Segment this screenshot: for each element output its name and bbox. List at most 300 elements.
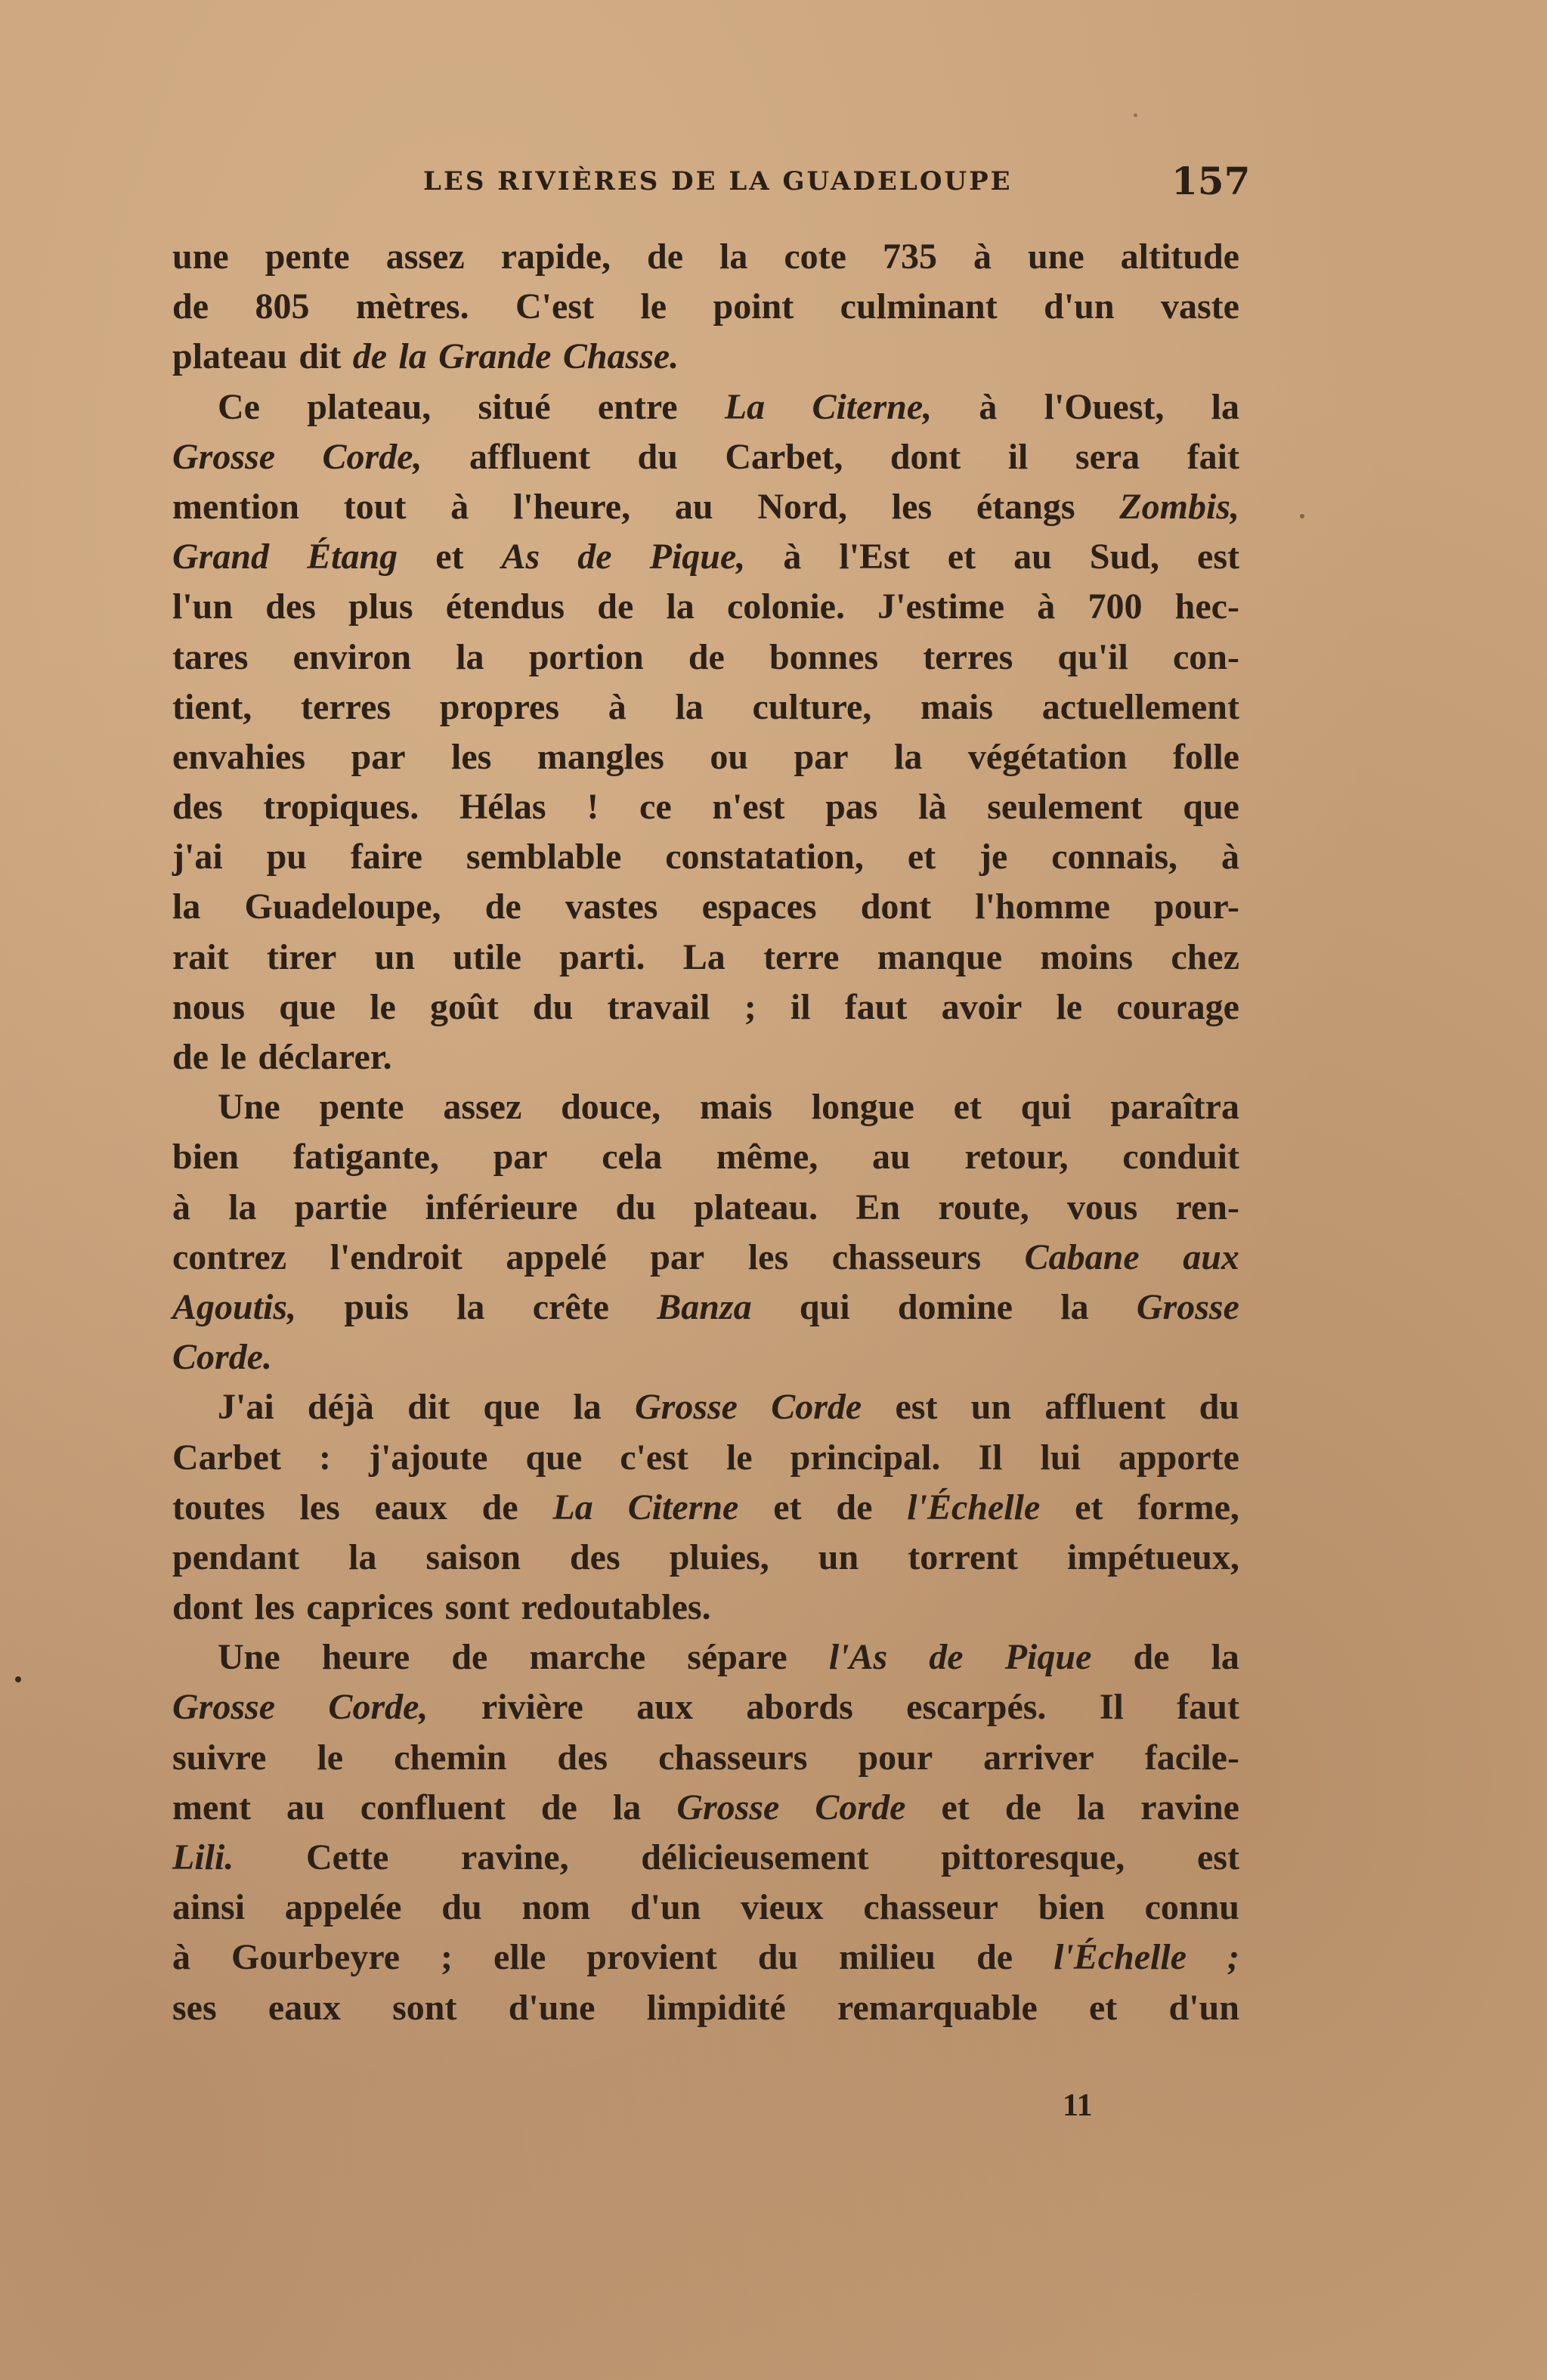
word: de xyxy=(1004,1787,1041,1828)
word: culminant xyxy=(840,286,998,327)
word: il xyxy=(790,986,811,1027)
word: con- xyxy=(1172,636,1239,677)
word: pendant xyxy=(172,1537,300,1577)
word: 700 xyxy=(1088,586,1143,627)
word: Lili. xyxy=(172,1837,234,1877)
word: suivre xyxy=(172,1737,267,1778)
word: l'un xyxy=(172,586,234,627)
word: Pique xyxy=(1004,1637,1092,1678)
word: rivière xyxy=(481,1687,583,1728)
word: principal. xyxy=(790,1437,941,1478)
text-line xyxy=(172,336,1239,385)
word: de xyxy=(172,1037,209,1077)
word: douce, xyxy=(561,1087,661,1128)
word: la xyxy=(1076,1787,1106,1828)
word: heure xyxy=(321,1637,410,1678)
word: chasseurs xyxy=(658,1737,808,1778)
word: là xyxy=(918,787,947,828)
word: escarpés. xyxy=(906,1687,1047,1728)
word: caprices xyxy=(306,1587,434,1628)
text-line xyxy=(172,986,1239,1036)
word: Hélas xyxy=(459,787,546,828)
word: de xyxy=(484,887,521,927)
word: plus xyxy=(348,586,413,627)
word: situé xyxy=(478,386,551,427)
word: route, xyxy=(938,1187,1029,1227)
word: le xyxy=(317,1737,344,1778)
word: est xyxy=(1197,537,1239,577)
word: chemin xyxy=(394,1737,507,1778)
word: est xyxy=(895,1387,938,1428)
word: à xyxy=(172,1937,190,1978)
word: des xyxy=(557,1737,608,1778)
word: à xyxy=(608,686,627,727)
word: et xyxy=(953,1087,982,1128)
word: longue xyxy=(811,1087,914,1128)
word: bien xyxy=(1038,1887,1105,1928)
word: Grande xyxy=(438,336,552,377)
word: assez xyxy=(385,237,465,277)
word: j'ajoute xyxy=(369,1437,488,1478)
word: crête xyxy=(532,1286,609,1327)
word: 735 xyxy=(882,237,937,277)
word: Corde xyxy=(815,1787,906,1828)
word: même, xyxy=(716,1137,818,1178)
word: environ xyxy=(292,636,412,677)
word: qu'il xyxy=(1057,636,1128,677)
word: nous xyxy=(172,986,246,1027)
word: de xyxy=(172,286,209,327)
word: En xyxy=(855,1187,901,1227)
word: Corde xyxy=(771,1387,862,1428)
word: moins xyxy=(1040,936,1134,977)
word: une xyxy=(1027,237,1084,277)
word: que xyxy=(525,1437,583,1478)
word: bien xyxy=(172,1137,240,1178)
word: ravine xyxy=(1140,1787,1239,1828)
word: faire xyxy=(350,837,422,877)
word: partie xyxy=(294,1187,388,1227)
text-line xyxy=(172,386,1239,436)
word: il xyxy=(1007,436,1029,477)
text-line xyxy=(172,1636,1239,1686)
word: colonie. xyxy=(726,586,845,627)
word: à xyxy=(1037,586,1056,627)
word: redoutables. xyxy=(521,1587,711,1628)
word: et xyxy=(435,537,464,577)
text-line xyxy=(172,486,1239,536)
word: une xyxy=(172,237,229,277)
text-line xyxy=(172,436,1239,486)
word: Zombis, xyxy=(1119,486,1239,527)
word: portion xyxy=(528,636,644,677)
word: toutes xyxy=(172,1487,265,1527)
word: au xyxy=(674,486,713,527)
word: J'ai xyxy=(218,1387,274,1428)
word: le xyxy=(370,986,396,1027)
word: tares xyxy=(172,636,249,677)
word: par xyxy=(351,736,406,777)
word: arriver xyxy=(983,1737,1094,1778)
word: Grand xyxy=(172,537,270,577)
word: que xyxy=(1183,787,1239,828)
word: le xyxy=(726,1437,753,1478)
word: contrez xyxy=(172,1236,287,1277)
word: Pique, xyxy=(649,537,746,577)
word: travail xyxy=(607,986,710,1027)
word: la xyxy=(1211,386,1239,427)
word: eaux xyxy=(268,1987,341,2028)
word: tient, xyxy=(172,686,252,727)
word: Chasse. xyxy=(562,336,679,377)
text-line xyxy=(172,1837,1239,1886)
text-line xyxy=(172,636,1239,686)
word: qui xyxy=(1020,1087,1072,1128)
word: Une xyxy=(218,1637,280,1678)
word: apporte xyxy=(1118,1437,1239,1478)
word: entre xyxy=(597,386,678,427)
word: confluent xyxy=(360,1787,506,1828)
word: des xyxy=(569,1537,620,1577)
word: saison xyxy=(425,1537,521,1577)
word: déjà xyxy=(307,1387,374,1428)
word: que xyxy=(279,986,336,1027)
word: tirer xyxy=(266,936,337,977)
word: le xyxy=(1056,986,1083,1027)
word: courage xyxy=(1116,986,1239,1027)
word: et xyxy=(1088,1987,1118,2028)
text-line xyxy=(172,1187,1239,1236)
word: Corde, xyxy=(322,436,422,477)
word: au xyxy=(871,1137,911,1178)
text-line xyxy=(172,836,1239,886)
word: semblable xyxy=(466,837,622,877)
word: pas xyxy=(825,787,878,828)
word: Citerne xyxy=(627,1487,739,1527)
word: c'est xyxy=(620,1437,688,1478)
word: Grosse xyxy=(172,1687,276,1728)
word: eaux xyxy=(374,1487,447,1527)
word: et xyxy=(947,537,976,577)
word: Cabane xyxy=(1024,1236,1140,1277)
text-line xyxy=(172,736,1239,786)
word: du xyxy=(441,1887,482,1928)
word: sépare xyxy=(687,1637,787,1678)
word: Sud, xyxy=(1089,537,1159,577)
word: au xyxy=(286,1787,325,1828)
word: la xyxy=(456,636,484,677)
word: ou xyxy=(710,736,749,777)
word: La xyxy=(552,1487,593,1527)
text-line xyxy=(172,1936,1239,1986)
word: espaces xyxy=(701,887,817,927)
word: As xyxy=(501,537,540,577)
word: mention xyxy=(172,486,299,527)
word: bonnes xyxy=(769,636,879,677)
word: de xyxy=(688,636,725,677)
word: Corde. xyxy=(172,1337,272,1378)
word: j'ai xyxy=(172,837,223,877)
word: conduit xyxy=(1122,1137,1239,1178)
word: un xyxy=(374,936,415,977)
word: assez xyxy=(443,1087,522,1128)
running-head: LES RIVIÈRES DE LA GUADELOUPE xyxy=(423,166,1013,197)
word: pour- xyxy=(1154,887,1239,927)
word: Il xyxy=(978,1437,1003,1478)
word: fait xyxy=(1187,436,1239,477)
word: chez xyxy=(1171,936,1239,977)
text-line xyxy=(172,1737,1239,1787)
text-line xyxy=(172,286,1239,336)
word: déclarer. xyxy=(258,1037,392,1077)
text-line xyxy=(172,586,1239,636)
word: de xyxy=(540,1787,577,1828)
word: actuellement xyxy=(1041,686,1239,727)
word: terre xyxy=(763,936,840,977)
word: au xyxy=(1013,537,1052,577)
word: Cette xyxy=(306,1837,389,1877)
word: tout xyxy=(343,486,407,527)
word: connais, xyxy=(1051,837,1177,877)
word: culture, xyxy=(752,686,872,727)
word: Grosse xyxy=(172,436,276,477)
paper-speck xyxy=(1134,113,1137,117)
word: d'un xyxy=(1044,286,1115,327)
word: torrent xyxy=(908,1537,1018,1577)
word: des xyxy=(172,787,223,828)
word: pour xyxy=(858,1737,933,1778)
word: rapide, xyxy=(500,237,611,277)
word: ce xyxy=(639,787,672,828)
word: Ce xyxy=(218,386,260,427)
text-line xyxy=(172,1437,1239,1487)
word: nom xyxy=(521,1887,591,1928)
page-number: 157 xyxy=(1171,159,1251,203)
text-line xyxy=(172,686,1239,736)
text-line xyxy=(172,536,1239,586)
word: altitude xyxy=(1120,237,1239,277)
word: envahies xyxy=(172,736,306,777)
word: propres xyxy=(439,686,560,727)
word: avoir xyxy=(941,986,1023,1027)
word: les xyxy=(299,1487,340,1527)
word: aux xyxy=(1183,1236,1239,1277)
word: elle xyxy=(493,1937,546,1978)
word: ren- xyxy=(1175,1187,1239,1227)
word: provient xyxy=(586,1937,717,1978)
word: des xyxy=(265,586,316,627)
word: mais xyxy=(699,1087,772,1128)
word: ! xyxy=(586,787,599,828)
word: pente xyxy=(265,237,350,277)
word: La xyxy=(682,936,726,977)
word: 805 xyxy=(255,286,310,327)
text-line xyxy=(172,1686,1239,1736)
word: fatigante, xyxy=(292,1137,439,1178)
word: du xyxy=(637,436,678,477)
word: point xyxy=(713,286,794,327)
word: mangles xyxy=(537,736,664,777)
word: Corde, xyxy=(328,1687,429,1728)
word: ment xyxy=(172,1787,251,1828)
word: du xyxy=(757,1937,799,1978)
word: vaste xyxy=(1160,286,1239,327)
word: la xyxy=(666,586,695,627)
text-line xyxy=(172,1336,1239,1386)
word: de xyxy=(481,1487,518,1527)
word: la xyxy=(456,1286,485,1327)
word: mais xyxy=(920,686,993,727)
text-line xyxy=(172,786,1239,836)
word: cote xyxy=(784,237,846,277)
word: appelé xyxy=(506,1236,607,1277)
word: plateau. xyxy=(694,1187,818,1227)
word: plateau xyxy=(172,336,288,377)
word: ravine, xyxy=(460,1837,569,1877)
word: paraîtra xyxy=(1110,1087,1239,1128)
word: ses xyxy=(172,1987,217,2028)
word: remarquable xyxy=(837,1987,1038,2028)
word: faut xyxy=(844,986,908,1027)
word: pu xyxy=(266,837,307,877)
word: Carbet xyxy=(172,1437,281,1478)
word: Grosse xyxy=(1136,1286,1239,1327)
word: les xyxy=(747,1236,789,1277)
word: les xyxy=(451,736,492,777)
word: à xyxy=(450,486,469,527)
word: de xyxy=(577,537,612,577)
text-line xyxy=(172,1036,1239,1086)
word: à xyxy=(973,237,992,277)
text-line xyxy=(172,1586,1239,1636)
word: étangs xyxy=(976,486,1075,527)
word: étendus xyxy=(445,586,565,627)
word: dit xyxy=(299,336,342,377)
text-line xyxy=(172,1236,1239,1286)
word: la xyxy=(172,887,201,927)
word: d'un xyxy=(630,1887,701,1928)
text-line xyxy=(172,1386,1239,1436)
word: Guadeloupe, xyxy=(244,887,441,927)
word: la xyxy=(894,736,923,777)
word: appelée xyxy=(284,1887,402,1928)
word: que xyxy=(483,1387,540,1428)
word: milieu xyxy=(839,1937,936,1978)
word: l'Est xyxy=(839,537,910,577)
word: vous xyxy=(1066,1187,1138,1227)
word: l'Échelle xyxy=(907,1487,1041,1527)
word: l'heure, xyxy=(512,486,631,527)
word: aux xyxy=(636,1687,693,1728)
word: de xyxy=(976,1937,1013,1978)
word: la xyxy=(1060,1286,1089,1327)
word: les xyxy=(254,1587,295,1628)
word: végétation xyxy=(967,736,1128,777)
word: Carbet, xyxy=(725,436,843,477)
word: affluent xyxy=(1044,1387,1166,1428)
word: dont xyxy=(890,436,961,477)
word: la xyxy=(228,1187,257,1227)
word: chasseurs xyxy=(831,1236,982,1277)
word: du xyxy=(1199,1387,1239,1428)
word: pluies, xyxy=(669,1537,769,1577)
word: goût xyxy=(430,986,499,1027)
word: de xyxy=(597,586,634,627)
word: à xyxy=(172,1187,190,1227)
word: Il xyxy=(1099,1687,1124,1728)
word: Agoutis, xyxy=(172,1286,297,1327)
text-line xyxy=(172,236,1239,286)
word: connu xyxy=(1144,1887,1239,1928)
word: de xyxy=(647,237,683,277)
text-line xyxy=(172,1286,1239,1336)
word: Banza xyxy=(657,1286,752,1327)
word: un xyxy=(818,1537,859,1577)
word: sont xyxy=(444,1587,510,1628)
word: Nord, xyxy=(757,486,847,527)
word: vieux xyxy=(741,1887,824,1928)
text-line xyxy=(172,1086,1239,1136)
word: affluent xyxy=(469,436,590,477)
word: l'Ouest, xyxy=(1044,386,1165,427)
word: la xyxy=(348,1537,377,1577)
word: de xyxy=(929,1637,964,1678)
word: un xyxy=(970,1387,1012,1428)
word: sont xyxy=(392,1987,457,2028)
word: mètres. xyxy=(355,286,469,327)
word: à xyxy=(783,537,802,577)
word: l'Échelle xyxy=(1054,1937,1187,1978)
word: seulement xyxy=(987,787,1143,828)
word: la xyxy=(719,237,748,277)
word: de xyxy=(451,1637,488,1678)
word: pente xyxy=(319,1087,404,1128)
word: à xyxy=(1221,837,1239,877)
word: délicieusement xyxy=(641,1837,869,1877)
word: les xyxy=(891,486,933,527)
word: par xyxy=(650,1236,705,1277)
word: hec- xyxy=(1174,586,1239,627)
word: folle xyxy=(1173,736,1239,777)
word: le xyxy=(640,286,667,327)
word: tropiques. xyxy=(263,787,419,828)
word: n'est xyxy=(712,787,785,828)
word: à xyxy=(979,386,998,427)
word: parti. xyxy=(559,936,645,977)
word: la xyxy=(1211,1637,1239,1678)
word: Grosse xyxy=(634,1387,738,1428)
text-line xyxy=(172,936,1239,986)
word: l'endroit xyxy=(330,1236,463,1277)
word: la xyxy=(612,1787,642,1828)
word: Citerne, xyxy=(812,386,933,427)
word: ainsi xyxy=(172,1887,246,1928)
word: je xyxy=(979,837,1008,877)
word: facile- xyxy=(1144,1737,1239,1778)
word: le xyxy=(220,1037,246,1077)
word: ; xyxy=(744,986,756,1027)
word: est xyxy=(1196,1837,1239,1877)
word: l'homme xyxy=(975,887,1110,927)
word: sera xyxy=(1075,436,1140,477)
word: et xyxy=(773,1487,802,1527)
word: de xyxy=(352,336,388,377)
word: Une xyxy=(218,1087,280,1128)
word: Grosse xyxy=(676,1787,780,1828)
word: et xyxy=(907,837,936,877)
word: du xyxy=(532,986,574,1027)
word: lui xyxy=(1040,1437,1081,1478)
